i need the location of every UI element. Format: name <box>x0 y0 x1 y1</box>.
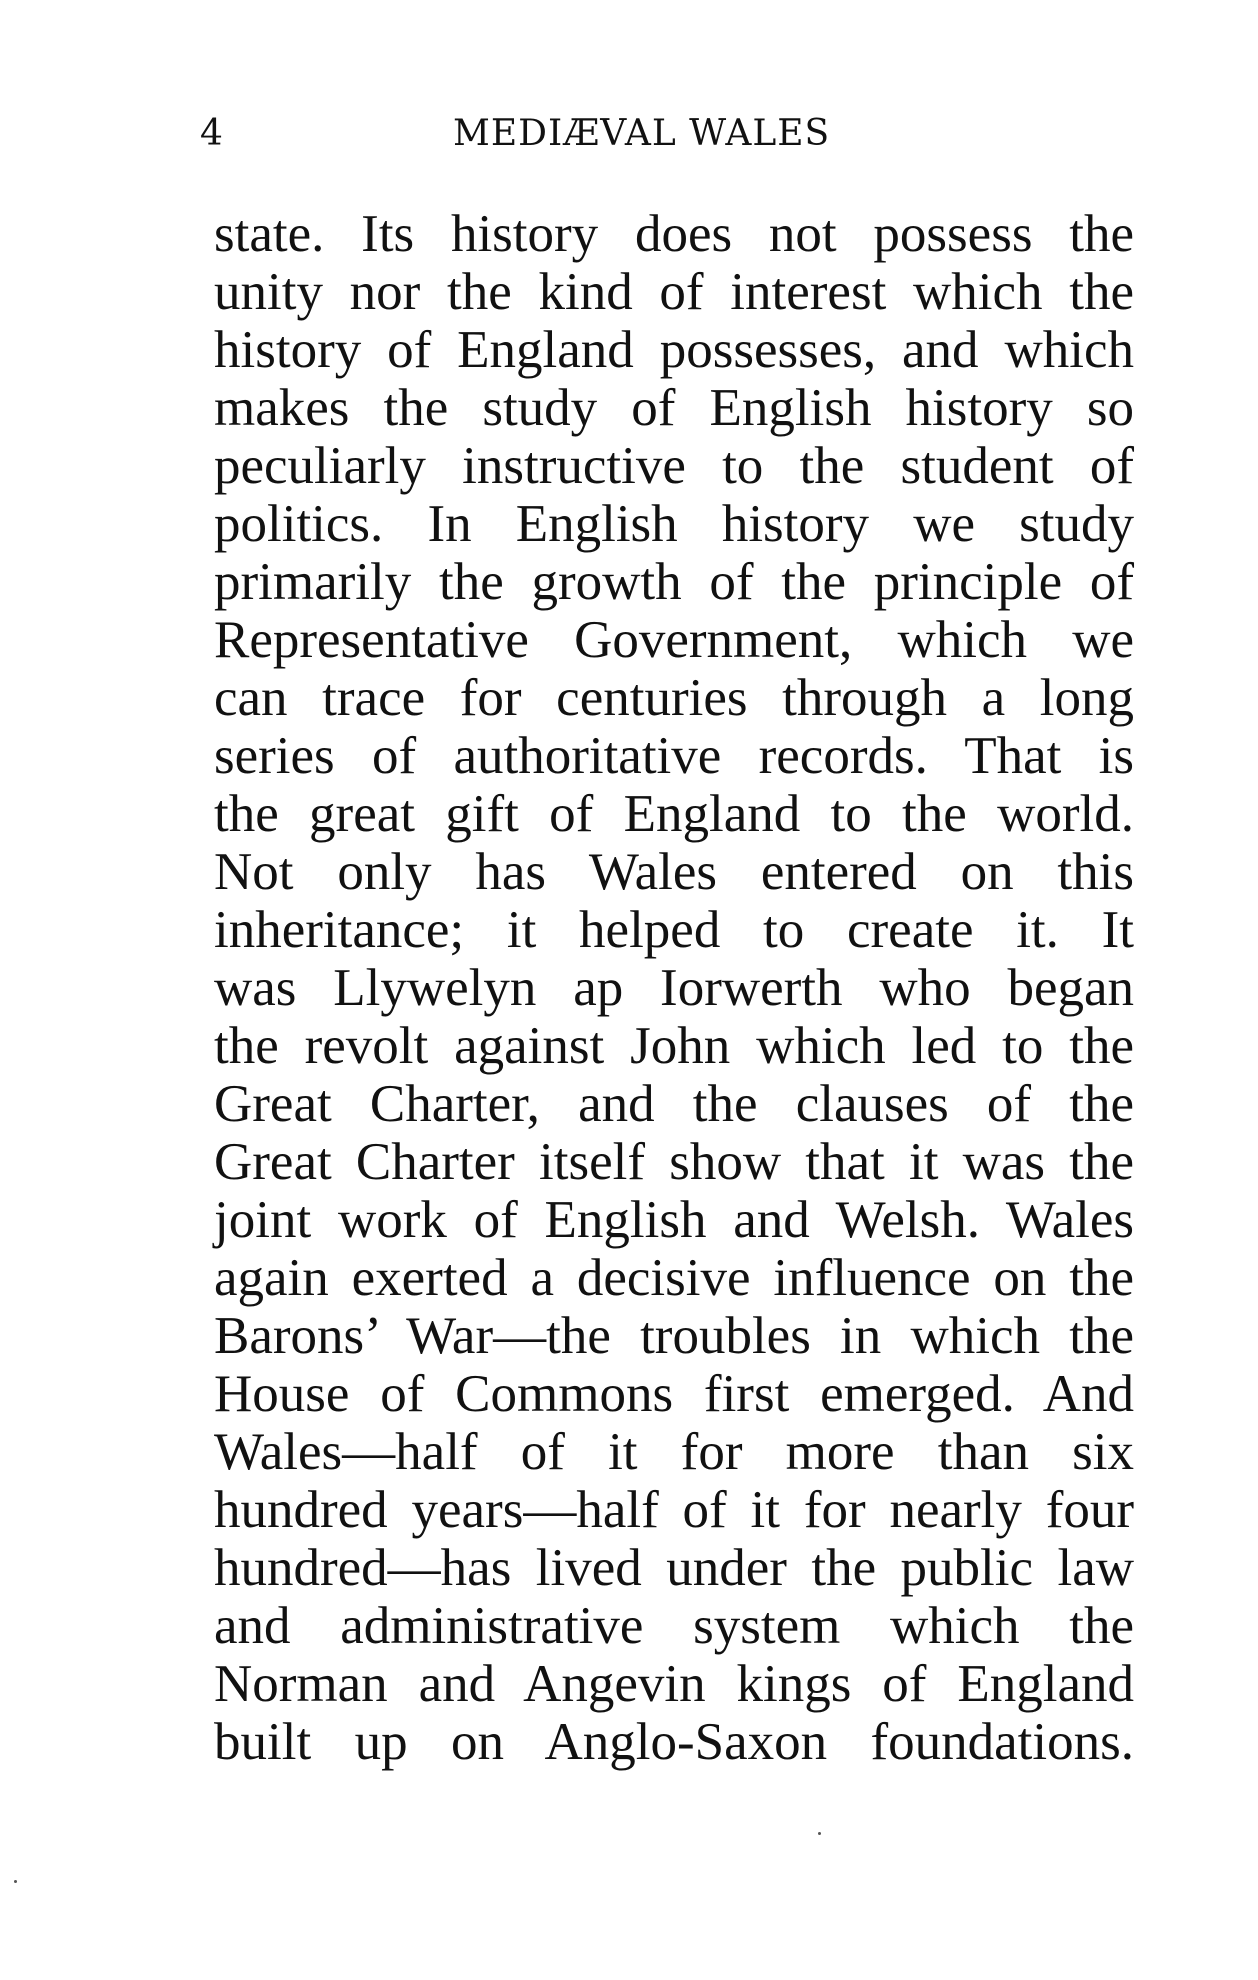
text-line: Great Charter, and the clauses of the <box>214 1075 1134 1133</box>
body-text <box>214 205 1134 1771</box>
text-line: peculiarly instructive to the student of <box>214 437 1134 495</box>
scan-speck <box>818 1832 821 1835</box>
text-line: hundred years—half of it for nearly four <box>214 1481 1134 1539</box>
text-line: Barons’ War—the troubles in which the <box>214 1307 1134 1365</box>
scan-speck <box>14 1880 17 1883</box>
text-line: politics. In English history we study <box>214 495 1134 553</box>
text-line: history of England possesses, and which <box>214 321 1134 379</box>
text-line: state. Its history does not possess the <box>214 205 1134 263</box>
text-line: Norman and Angevin kings of England <box>214 1655 1134 1713</box>
text-line: the great gift of England to the world. <box>214 785 1134 843</box>
text-line: joint work of English and Welsh. Wales <box>214 1191 1134 1249</box>
text-line: Not only has Wales entered on this <box>214 843 1134 901</box>
text-line: was Llywelyn ap Iorwerth who began <box>214 959 1134 1017</box>
text-line: unity nor the kind of interest which the <box>214 263 1134 321</box>
running-title: MEDIÆVAL WALES <box>453 113 831 154</box>
page-number: 4 <box>200 113 223 154</box>
page-header <box>200 108 880 168</box>
text-line: hundred—has lived under the public law <box>214 1539 1134 1597</box>
text-line: built up on Anglo-Saxon foundations. <box>214 1713 1134 1771</box>
text-line: primarily the growth of the principle of <box>214 553 1134 611</box>
text-line: Great Charter itself show that it was the <box>214 1133 1134 1191</box>
text-line: the revolt against John which led to the <box>214 1017 1134 1075</box>
text-line: series of authoritative records. That is <box>214 727 1134 785</box>
text-line: makes the study of English history so <box>214 379 1134 437</box>
text-line: Representative Government, which we <box>214 611 1134 669</box>
text-line: again exerted a decisive influence on the <box>214 1249 1134 1307</box>
text-line: Wales—half of it for more than six <box>214 1423 1134 1481</box>
text-line: and administrative system which the <box>214 1597 1134 1655</box>
text-line: can trace for centuries through a long <box>214 669 1134 727</box>
text-line: House of Commons first emerged. And <box>214 1365 1134 1423</box>
text-line: inheritance; it helped to create it. It <box>214 901 1134 959</box>
